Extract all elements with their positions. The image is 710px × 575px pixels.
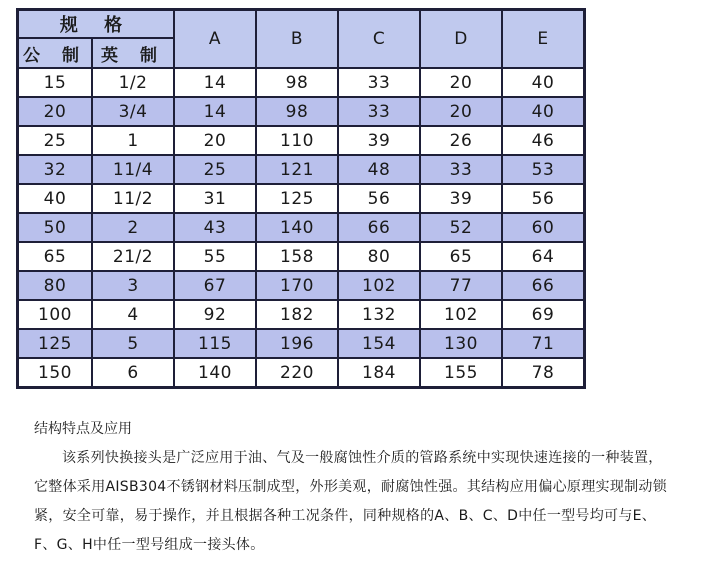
cell-imperial: 1 [92,126,174,155]
cell-metric: 15 [18,68,93,97]
cell-d: 33 [420,155,502,184]
cell-d: 102 [420,300,502,329]
cell-b: 158 [256,242,338,271]
cell-d: 77 [420,271,502,300]
cell-c: 66 [338,213,420,242]
cell-c: 154 [338,329,420,358]
cell-a: 92 [174,300,256,329]
cell-imperial: 6 [92,358,174,388]
table-row [18,329,585,358]
cell-imperial: 5 [92,329,174,358]
cell-c: 48 [338,155,420,184]
description-section [34,415,674,560]
cell-metric: 20 [18,97,93,126]
metric-header: 公 制 [18,38,93,68]
cell-e: 78 [502,358,585,388]
cell-b: 182 [256,300,338,329]
cell-c: 33 [338,97,420,126]
cell-e: 40 [502,97,585,126]
table-row [18,184,585,213]
cell-c: 184 [338,358,420,388]
cell-b: 98 [256,68,338,97]
cell-metric: 150 [18,358,93,388]
cell-e: 53 [502,155,585,184]
cell-d: 52 [420,213,502,242]
cell-e: 66 [502,271,585,300]
cell-d: 65 [420,242,502,271]
cell-b: 140 [256,213,338,242]
cell-imperial: 21/2 [92,242,174,271]
cell-metric: 80 [18,271,93,300]
cell-a: 14 [174,68,256,97]
cell-a: 43 [174,213,256,242]
cell-d: 155 [420,358,502,388]
cell-e: 46 [502,126,585,155]
cell-metric: 125 [18,329,93,358]
table-row [18,242,585,271]
description-heading: 结构特点及应用 [34,421,132,437]
cell-e: 60 [502,213,585,242]
table-row [18,213,585,242]
column-header-e: E [502,10,585,69]
table-row [18,126,585,155]
cell-a: 14 [174,97,256,126]
column-header-d: D [420,10,502,69]
cell-d: 26 [420,126,502,155]
cell-imperial: 11/4 [92,155,174,184]
cell-b: 98 [256,97,338,126]
column-header-c: C [338,10,420,69]
cell-b: 196 [256,329,338,358]
cell-b: 170 [256,271,338,300]
cell-imperial: 3 [92,271,174,300]
spec-table [16,8,586,389]
imperial-header: 英 制 [92,38,174,68]
cell-c: 132 [338,300,420,329]
cell-b: 220 [256,358,338,388]
description-paragraph: 该系列快换接头是广泛应用于油、气及一般腐蚀性介质的管路系统中实现快速连接的一种装置，它整体采用AISB304不锈钢材料压制成型，外形美观，耐腐蚀性强。其结构应用偏心原理实现制动锁紧，安全可靠，易于操作，并且根据各种工况条件，同种规格的A、B、C、D中任一型号均可与E、F、G、H中任一型号组成一接头体。 [34,450,668,553]
cell-a: 25 [174,155,256,184]
cell-metric: 40 [18,184,93,213]
table-row [18,68,585,97]
spec-group-header: 规 格 [18,10,175,39]
cell-metric: 25 [18,126,93,155]
cell-imperial: 2 [92,213,174,242]
table-row [18,155,585,184]
cell-c: 80 [338,242,420,271]
cell-b: 125 [256,184,338,213]
column-header-b: B [256,10,338,69]
cell-metric: 65 [18,242,93,271]
cell-a: 55 [174,242,256,271]
cell-b: 110 [256,126,338,155]
cell-e: 56 [502,184,585,213]
cell-e: 40 [502,68,585,97]
cell-a: 115 [174,329,256,358]
table-body [18,68,585,388]
table-row [18,271,585,300]
cell-d: 20 [420,97,502,126]
cell-imperial: 3/4 [92,97,174,126]
cell-metric: 32 [18,155,93,184]
cell-c: 56 [338,184,420,213]
cell-imperial: 11/2 [92,184,174,213]
cell-c: 39 [338,126,420,155]
table-row [18,97,585,126]
cell-d: 130 [420,329,502,358]
cell-d: 20 [420,68,502,97]
table-row [18,300,585,329]
cell-a: 31 [174,184,256,213]
cell-b: 121 [256,155,338,184]
cell-d: 39 [420,184,502,213]
cell-e: 69 [502,300,585,329]
cell-e: 64 [502,242,585,271]
cell-e: 71 [502,329,585,358]
cell-metric: 100 [18,300,93,329]
cell-a: 20 [174,126,256,155]
cell-imperial: 4 [92,300,174,329]
cell-c: 33 [338,68,420,97]
cell-c: 102 [338,271,420,300]
table-row [18,358,585,388]
cell-a: 67 [174,271,256,300]
column-header-a: A [174,10,256,69]
cell-metric: 50 [18,213,93,242]
cell-a: 140 [174,358,256,388]
cell-imperial: 1/2 [92,68,174,97]
